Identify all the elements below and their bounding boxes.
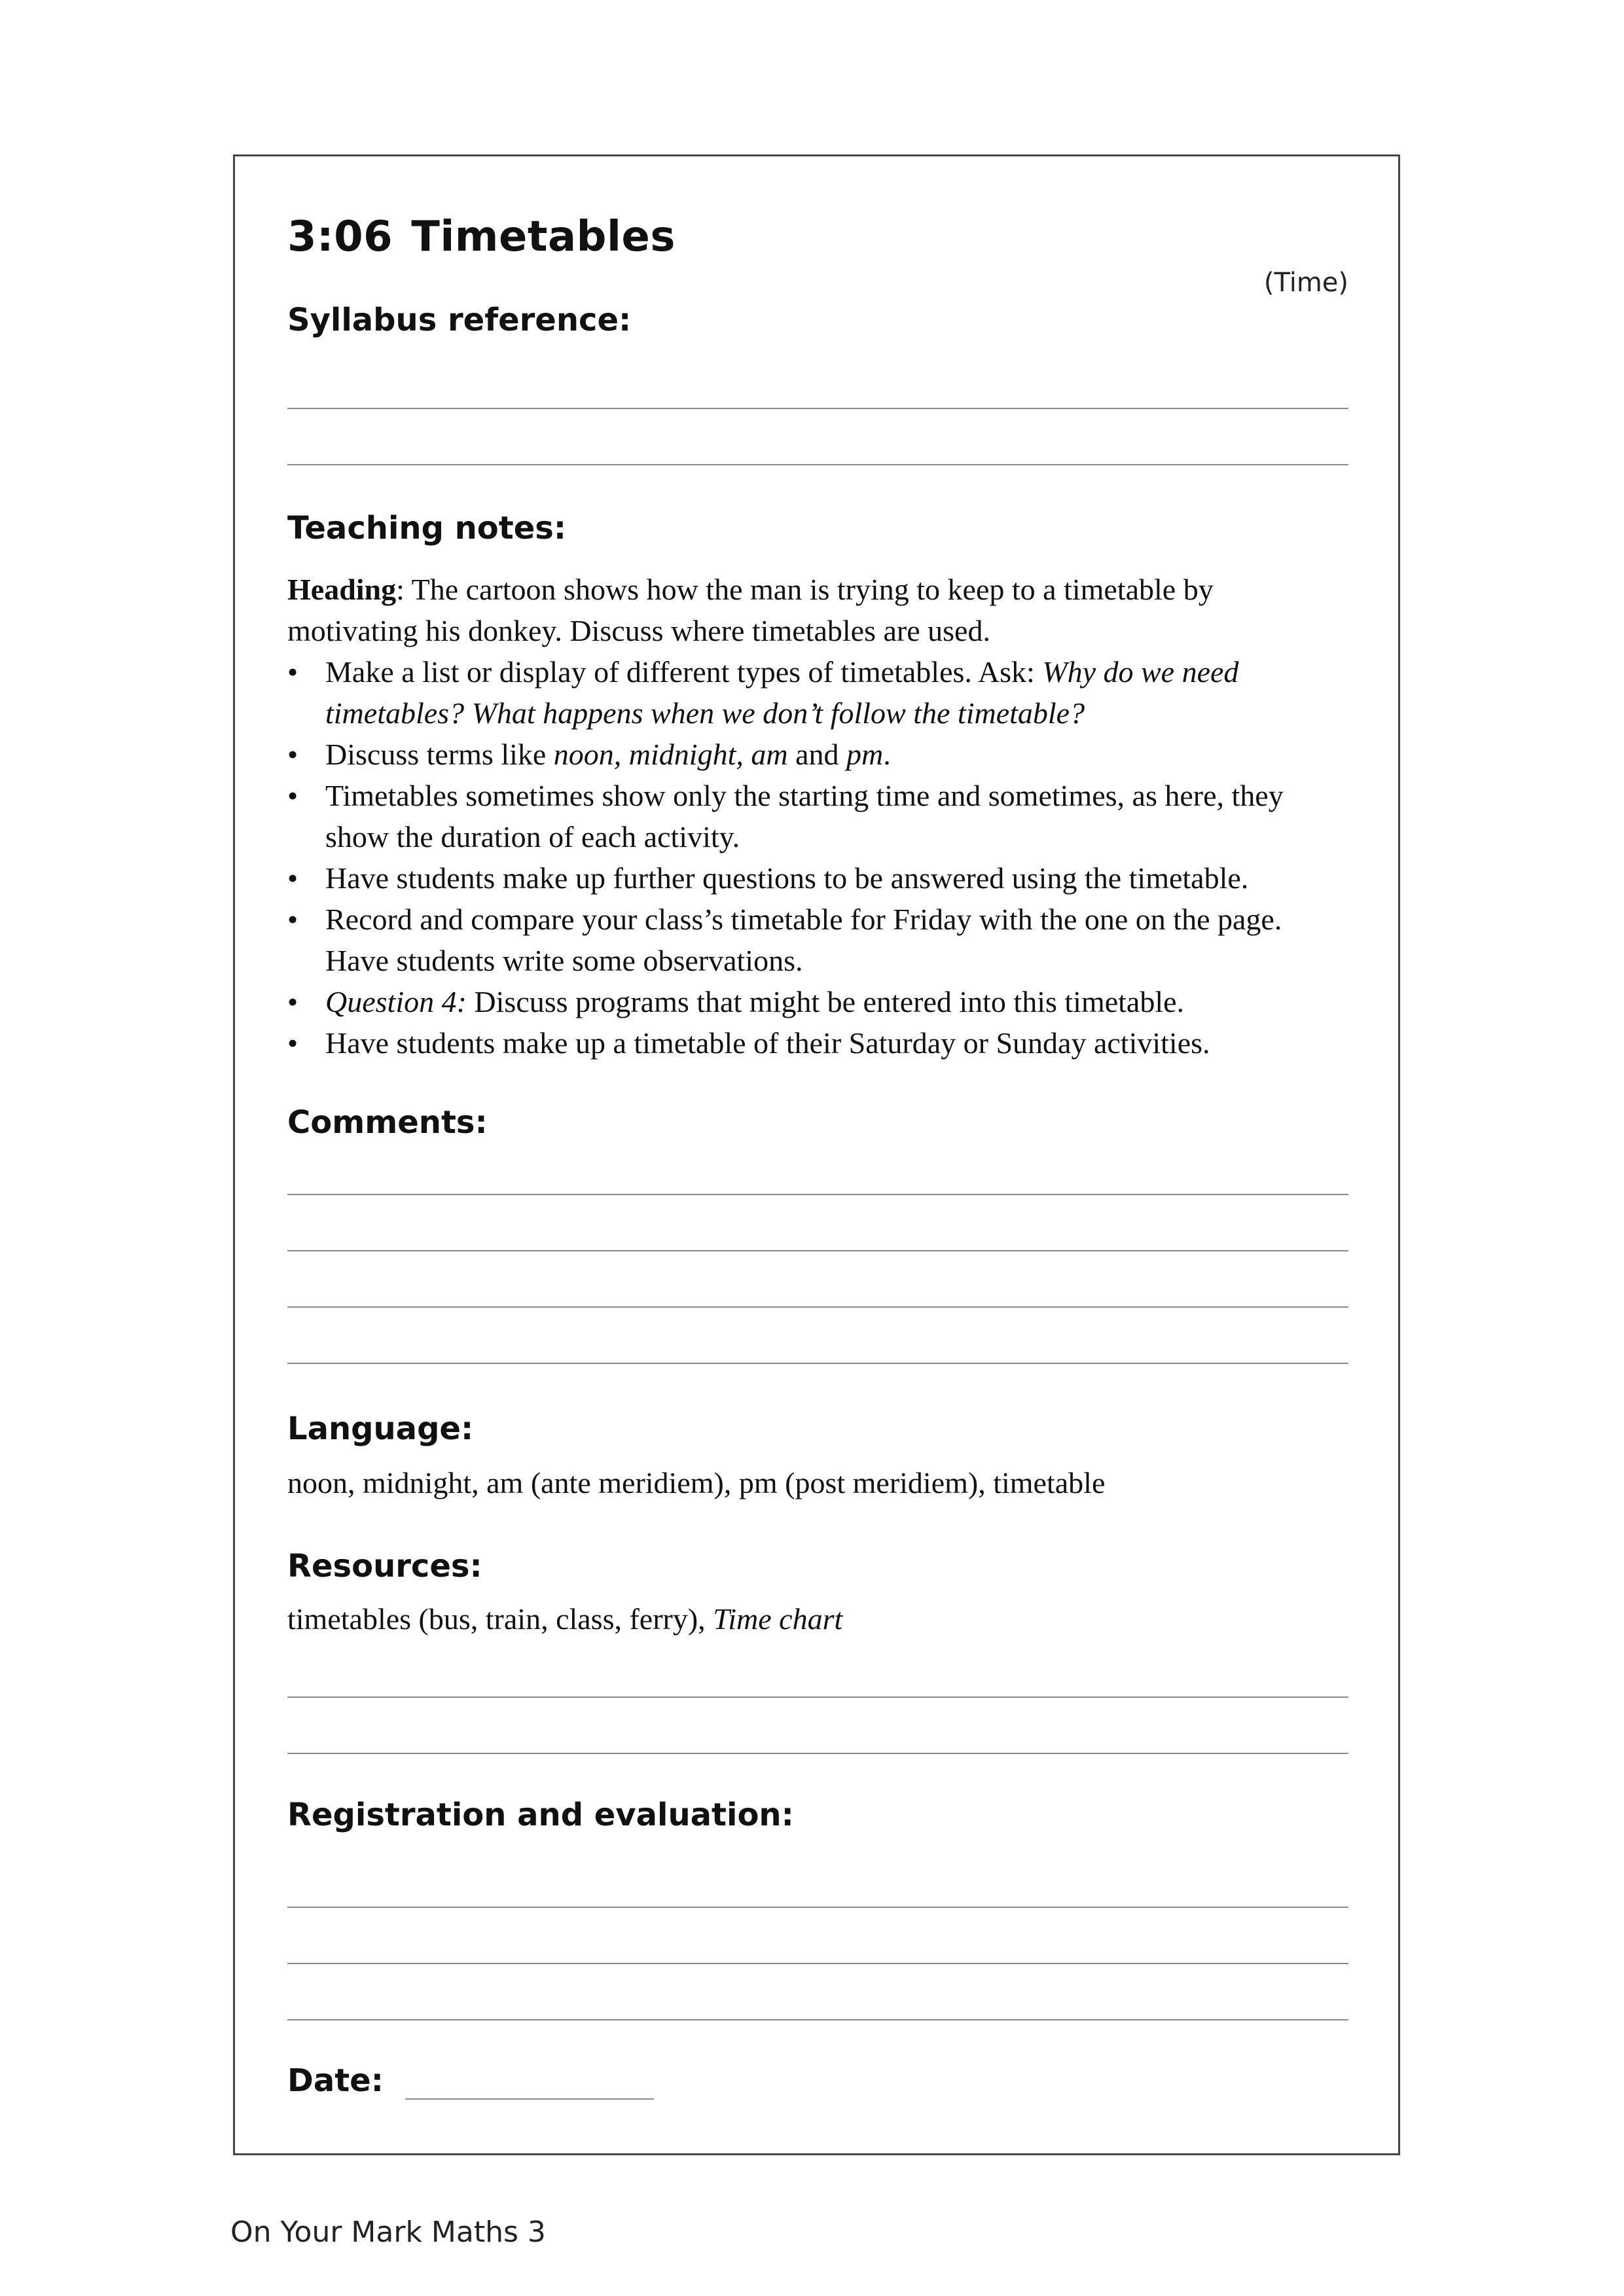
resources-line-2[interactable] xyxy=(287,1753,1348,1754)
comments-line-1[interactable] xyxy=(287,1194,1348,1195)
teaching-note-item xyxy=(287,651,1348,734)
teaching-notes-list xyxy=(287,651,1348,1064)
teaching-note-item xyxy=(287,857,1348,899)
topic-tag: (Time) xyxy=(1263,268,1348,298)
language-heading: Language: xyxy=(287,1410,474,1447)
comments-heading: Comments: xyxy=(287,1104,488,1141)
note-italic-text: pm xyxy=(846,738,884,771)
syllabus-line-2[interactable] xyxy=(287,464,1348,465)
note-italic-text: Question 4: xyxy=(325,985,467,1018)
language-text: noon, midnight, am (ante meridiem), pm (post meridiem), timetable xyxy=(287,1466,1106,1499)
teaching-note-item xyxy=(287,981,1348,1022)
resources-line-1[interactable] xyxy=(287,1696,1348,1698)
registration-line-3[interactable] xyxy=(287,2019,1348,2020)
note-text: Make a list or display of different types of timetables. Ask: xyxy=(325,655,1043,689)
teaching-notes-body xyxy=(287,569,1348,1064)
teaching-note-item xyxy=(287,734,1348,775)
date-label: Date: xyxy=(287,2062,384,2099)
registration-line-1[interactable] xyxy=(287,1907,1348,1908)
comments-line-2[interactable] xyxy=(287,1250,1348,1251)
date-line[interactable] xyxy=(405,2098,654,2100)
note-text: . xyxy=(883,738,891,771)
note-text: Timetables sometimes show only the starting time and sometimes, as here, they show the duration of each activity. xyxy=(325,779,1284,853)
note-text: Discuss terms like xyxy=(325,738,554,771)
resources-heading: Resources: xyxy=(287,1548,482,1585)
note-text: Have students make up further questions to be answered using the timetable. xyxy=(325,861,1249,895)
intro-text: : The cartoon shows how the man is trying to keep to a timetable by motivating his donkey. Discuss where timetables are used. xyxy=(287,573,1214,647)
registration-line-2[interactable] xyxy=(287,1963,1348,1964)
footer-text: On Your Mark Maths 3 xyxy=(230,2215,546,2249)
note-text: Record and compare your class’s timetable for Friday with the one on the page. Have students write some observations. xyxy=(325,903,1282,977)
teaching-note-item xyxy=(287,1022,1348,1064)
comments-line-3[interactable] xyxy=(287,1306,1348,1308)
section-number: 3:06 xyxy=(287,213,393,261)
comments-line-4[interactable] xyxy=(287,1363,1348,1364)
note-italic-text: noon, midnight, am xyxy=(553,738,788,771)
resources-italic: Time chart xyxy=(713,1602,843,1636)
syllabus-heading: Syllabus reference: xyxy=(287,302,632,338)
page-title xyxy=(287,213,676,261)
note-text: Have students make up a timetable of their Saturday or Sunday activities. xyxy=(325,1026,1210,1060)
teaching-notes-heading: Teaching notes: xyxy=(287,510,567,547)
note-text: and xyxy=(787,738,846,771)
syllabus-line-1[interactable] xyxy=(287,408,1348,409)
worksheet-frame xyxy=(233,154,1400,2155)
note-text: Discuss programs that might be entered into this timetable. xyxy=(466,985,1185,1018)
teaching-notes-intro xyxy=(287,569,1348,651)
intro-bold: Heading xyxy=(287,573,397,606)
registration-heading: Registration and evaluation: xyxy=(287,1797,794,1833)
resources-plain: timetables (bus, train, class, ferry), xyxy=(287,1602,713,1636)
teaching-note-item xyxy=(287,775,1348,857)
note-italic-text: Why do we need timetables? What happens when we don’t follow the timetable? xyxy=(325,655,1239,730)
resources-text xyxy=(287,1602,842,1636)
teaching-note-item xyxy=(287,899,1348,981)
section-title: Timetables xyxy=(411,213,676,261)
